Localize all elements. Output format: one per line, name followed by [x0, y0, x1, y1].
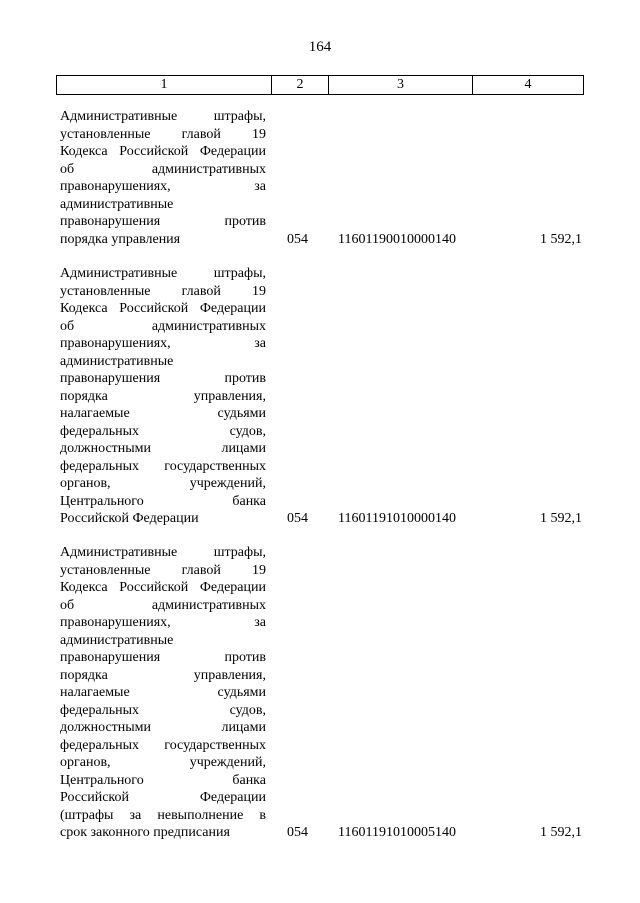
- description-line: об административных: [60, 161, 266, 177]
- row-kbk: 11601190010000140: [338, 231, 456, 247]
- description-line: административные: [60, 632, 174, 648]
- description-line: Административные штрафы,: [60, 266, 266, 281]
- description-line: федеральных судов,: [60, 702, 266, 718]
- description-line: федеральных государственных: [60, 458, 266, 474]
- description-line: порядка управления,: [60, 388, 266, 404]
- description-line: порядка управления,: [60, 667, 266, 683]
- description-line: Административные штрафы,: [60, 545, 266, 560]
- row-description: [60, 108, 266, 248]
- description-line: Российской Федерации: [60, 790, 266, 805]
- description-line: Административные штрафы,: [60, 109, 266, 124]
- description-line: федеральных судов,: [60, 423, 266, 439]
- description-line: правонарушениях, за: [60, 336, 266, 351]
- description-line: установленные главой 19: [60, 126, 266, 142]
- description-line: органов, учреждений,: [60, 476, 266, 491]
- description-line: правонарушения против: [60, 371, 266, 386]
- description-line: правонарушениях, за: [60, 615, 266, 630]
- row-kbk: 11601191010000140: [338, 511, 456, 526]
- description-line: срок законного предписания: [60, 825, 230, 840]
- row-description: [60, 265, 266, 528]
- description-line: Кодекса Российской Федерации: [60, 144, 266, 159]
- description-line: об административных: [60, 597, 266, 613]
- description-line: установленные главой 19: [60, 562, 266, 578]
- header-col-2: 2: [272, 76, 329, 94]
- row-amount: 1 592,1: [540, 231, 582, 247]
- description-line: Российской Федерации: [60, 511, 199, 526]
- description-line: должностными лицами: [60, 441, 266, 456]
- description-line: Кодекса Российской Федерации: [60, 301, 266, 316]
- row-amount: 1 592,1: [540, 511, 582, 526]
- description-line: должностными лицами: [60, 720, 266, 735]
- description-line: порядка управления: [60, 231, 181, 247]
- header-col-1: 1: [57, 76, 272, 94]
- row-amount: 1 592,1: [540, 825, 582, 840]
- row-code: 054: [287, 511, 308, 526]
- description-line: федеральных государственных: [60, 737, 266, 753]
- page-number: 164: [308, 39, 332, 55]
- row-code: 054: [287, 231, 308, 247]
- description-line: правонарушения против: [60, 650, 266, 665]
- description-line: административные: [60, 196, 174, 212]
- description-line: административные: [60, 353, 174, 369]
- description-line: Кодекса Российской Федерации: [60, 580, 266, 595]
- row-kbk: 11601191010005140: [338, 825, 456, 840]
- description-line: установленные главой 19: [60, 283, 266, 299]
- row-description: [60, 544, 266, 842]
- description-line: Центрального банка: [60, 772, 266, 788]
- description-line: Центрального банка: [60, 493, 266, 509]
- header-col-3: 3: [329, 76, 473, 94]
- header-col-4: 4: [524, 77, 532, 92]
- description-line: налагаемые судьями: [60, 685, 266, 700]
- description-line: налагаемые судьями: [60, 406, 266, 421]
- description-line: (штрафы за невыполнение в: [60, 807, 266, 823]
- description-line: правонарушениях, за: [60, 179, 266, 194]
- row-code: 054: [287, 825, 308, 840]
- description-line: об административных: [60, 318, 266, 334]
- table-header: [56, 75, 584, 95]
- description-line: органов, учреждений,: [60, 755, 266, 770]
- description-line: правонарушения против: [60, 214, 266, 229]
